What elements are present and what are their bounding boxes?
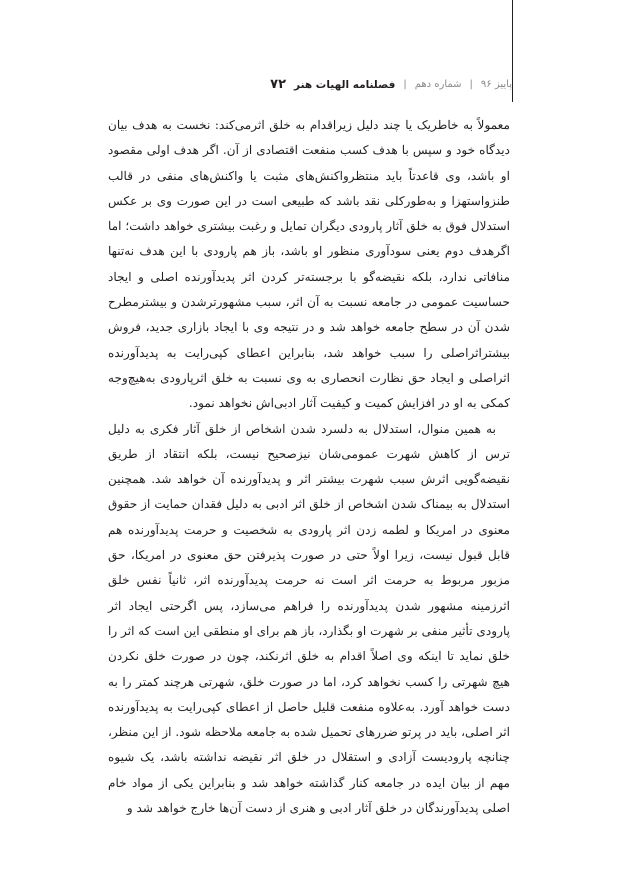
header-separator: | — [403, 79, 407, 90]
paragraph-1: معمولاً به خاطریک یا چند دلیل زیراقدام به خلق اثرمی‌کند: نخست به هدف بیان دیدگاه خود و سپس با هدف کسب منفعت اقتصادی از آن. اگر هدف اولی مقصود او باشد، وی قاعدتاً باید منتظرواکنش‌های مثبت یا واکنش‌های منفی در قالب طنزواستهزا و به‌طورکلی نقد باشد که طبیعی است در این صورت وی بر عکس استدلال فوق به خلق آثار پارودی دیگران تمایل و رغبت بیشتری خواهد داشت؛ اما اگرهدف دوم یعنی سودآوری منظور او باشد، باز هم پارودی با این هدف نه‌تنها منافاتی ندارد، بلکه نقیضه‌گو با برجسته‌تر کردن اثر پدیدآورنده اصلی و ایجاد حساسیت عمومی در جامعه نسبت به آن اثر، سبب مشهورترشدن و بیشترمطرح شدن آن در سطح جامعه خواهد شد و در نتیجه وی با ایجاد بازاری جدید، فروش بیشتراثراصلی را سبب خواهد شد، بنابراین اعطای کپی‌رایت به پدیدآورنده اثراصلی و ایجاد حق نظارت انحصاری به وی نسبت به خلق اثرپارودی به‌هیچ‌وجه کمکی به او در افزایش کمیت و کیفیت آثار ادبی‌اش نخواهد نمود. — [108, 118, 510, 411]
running-header — [270, 77, 512, 92]
issue-number: شماره دهم — [414, 79, 462, 90]
paragraph-2: به همین منوال، استدلال به دلسرد شدن اشخاص از خلق آثار فکری به دلیل ترس از کاهش شهرت عمومی‌شان نیزصحیح نیست، بلکه انتقاد از طریق نقیضه‌گویی اثرش سبب شهرت بیشتر اثر و پدیدآورنده آن خواهد شد. همچنین استدلال به بیمناک شدن اشخاص از خلق اثر ادبی به دلیل فقدان حمایت از حقوق معنوی در امریکا و لطمه زدن اثر پارودی به شخصیت و حرمت پدیدآورنده هم قابل قبول نیست، زیرا اولاً حتی در صورت پذیرفتن حق معنوی در امریکا، حق مزبور مربوط به حرمت اثر است نه حرمت پدیدآورنده اثر، ثانیاً نفس خلق اثرزمینه مشهور شدن پدیدآورنده را فراهم می‌سازد، پس اگرحتی ایجاد اثر پارودی تأثیر منفی بر شهرت او بگذارد، باز هم برای او منطقی این است که اثر را خلق نماید تا اینکه وی اصلاً اقدام به خلق اثرنکند، چون در صورت خلق نکردن هیچ شهرتی را کسب نخواهد کرد، اما در صورت خلق، شهرتی هرچند کمتر را به دست خواهد آورد. به‌علاوه منفعت قلیل حاصل از اعطای کپی‌رایت به پدیدآورنده اثر اصلی، باید در پرتو ضررهای تحمیل شده به جامعه ملاحظه شود. از این منظر، چنانچه پارودیست آزادی و استقلال در خلق اثر نقیضه نداشته باشد، یک شیوه مهم از بیان ایده در جامعه کنار گذاشته خواهد شد و بنابراین یکی از مواد خام اصلی پدیدآورندگان در خلق آثار ادبی و هنری از دست آن‌ها خارج خواهد شد و — [108, 421, 510, 816]
page-number: ۷۲ — [270, 77, 287, 92]
journal-title: فصلنامه الهیات هنر — [294, 78, 396, 91]
header-separator: | — [469, 79, 473, 90]
body-text — [108, 113, 510, 821]
header-vertical-rule — [512, 0, 513, 102]
issue-season: پاییز ۹۶ — [480, 79, 512, 90]
